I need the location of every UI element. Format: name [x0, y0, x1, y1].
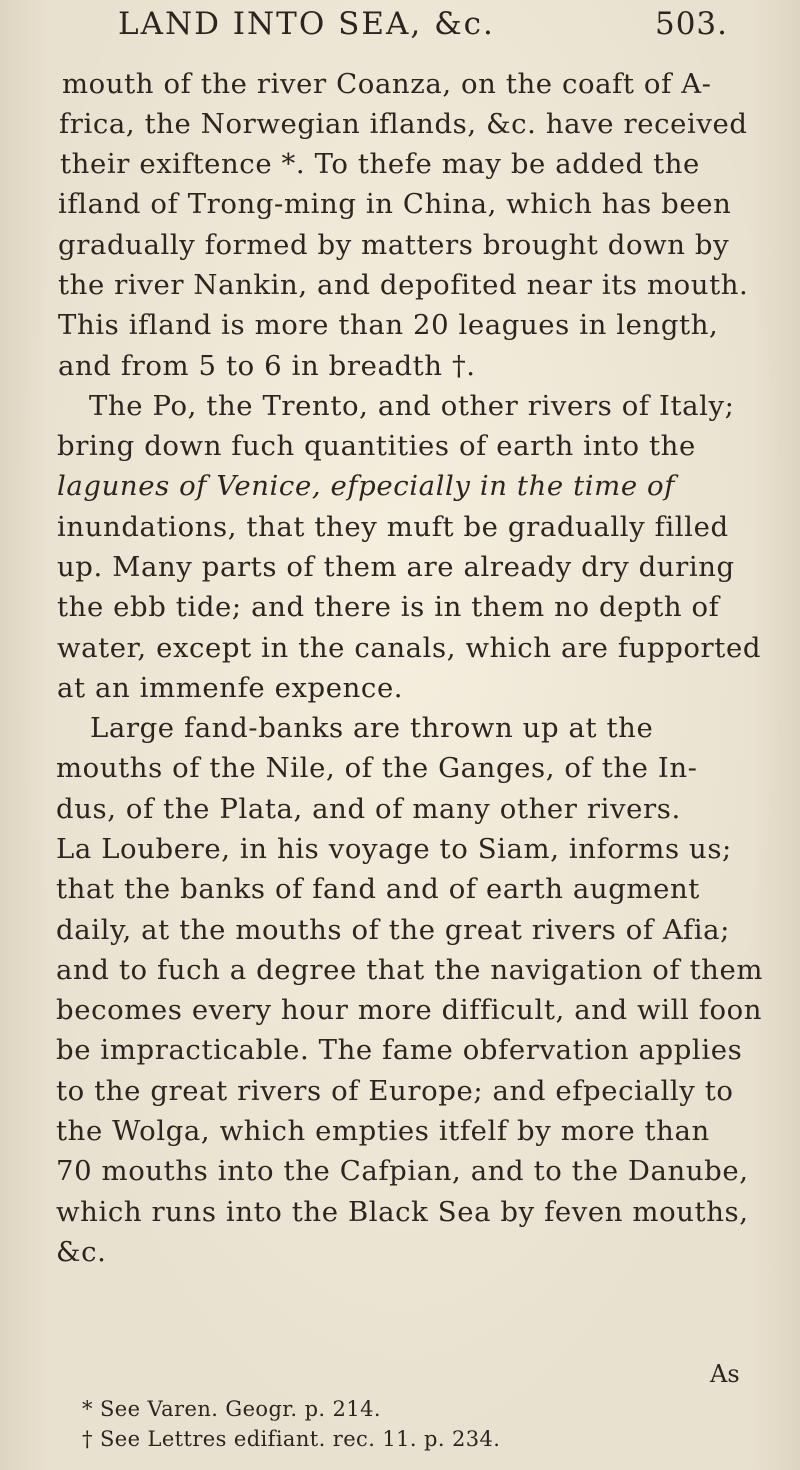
- text-line: This ifland is more than 20 leagues in length,: [58, 309, 719, 341]
- text-line: gradually formed by matters brought down by: [58, 229, 730, 261]
- text-line: which runs into the Black Sea by feven mouths,: [56, 1196, 749, 1228]
- text-line: to the great rivers of Europe; and efpecially to: [56, 1075, 734, 1107]
- text-line: that the banks of fand and of earth augment: [56, 873, 700, 905]
- catchword: As: [710, 1360, 740, 1388]
- text-line: Large fand-banks are thrown up at the: [90, 712, 654, 744]
- text-line: water, except in the canals, which are fupported: [57, 632, 762, 664]
- text-line: daily, at the mouths of the great rivers of Afia;: [56, 914, 730, 946]
- footnote: * See Varen. Geogr. p. 214.: [82, 1397, 381, 1421]
- text-line: ifland of Trong-ming in China, which has been: [58, 188, 732, 220]
- text-line: their exiftence *. To thefe may be added the: [60, 148, 700, 180]
- text-line: the Wolga, which empties itfelf by more than: [56, 1115, 710, 1147]
- text-line: becomes every hour more difficult, and will foon: [56, 994, 763, 1026]
- text-line: mouth of the river Coanza, on the coaft of A-: [62, 68, 712, 100]
- running-head: [118, 6, 758, 46]
- text-line: up. Many parts of them are already dry during: [57, 551, 735, 583]
- footnote: † See Lettres edifiant. rec. 11. p. 234.: [82, 1427, 501, 1451]
- running-head-title: LAND INTO SEA, &c.: [118, 6, 495, 42]
- text-line: and to fuch a degree that the navigation of them: [56, 954, 764, 986]
- text-line: &c.: [56, 1236, 107, 1268]
- text-line: the ebb tide; and there is in them no depth of: [57, 591, 720, 623]
- text-line: inundations, that they muft be gradually filled: [57, 511, 729, 543]
- text-line: frica, the Norwegian iflands, &c. have received: [59, 108, 748, 140]
- text-line: The Po, the Trento, and other rivers of Italy;: [89, 390, 735, 422]
- text-line: La Loubere, in his voyage to Siam, informs us;: [56, 833, 732, 865]
- text-line: mouths of the Nile, of the Ganges, of the In-: [56, 752, 698, 784]
- page-number: 503.: [654, 6, 728, 42]
- text-line: lagunes of Venice, efpecially in the time of: [57, 470, 675, 502]
- text-line: the river Nankin, and depofited near its mouth.: [58, 269, 749, 301]
- text-line: dus, of the Plata, and of many other rivers.: [56, 793, 681, 825]
- text-line: and from 5 to 6 in breadth †.: [58, 350, 476, 382]
- text-line: be impracticable. The fame obfervation applies: [56, 1034, 743, 1066]
- text-line: 70 mouths into the Cafpian, and to the Danube,: [56, 1155, 749, 1187]
- text-line: at an immenfe expence.: [57, 672, 404, 704]
- text-line: bring down fuch quantities of earth into the: [57, 430, 696, 462]
